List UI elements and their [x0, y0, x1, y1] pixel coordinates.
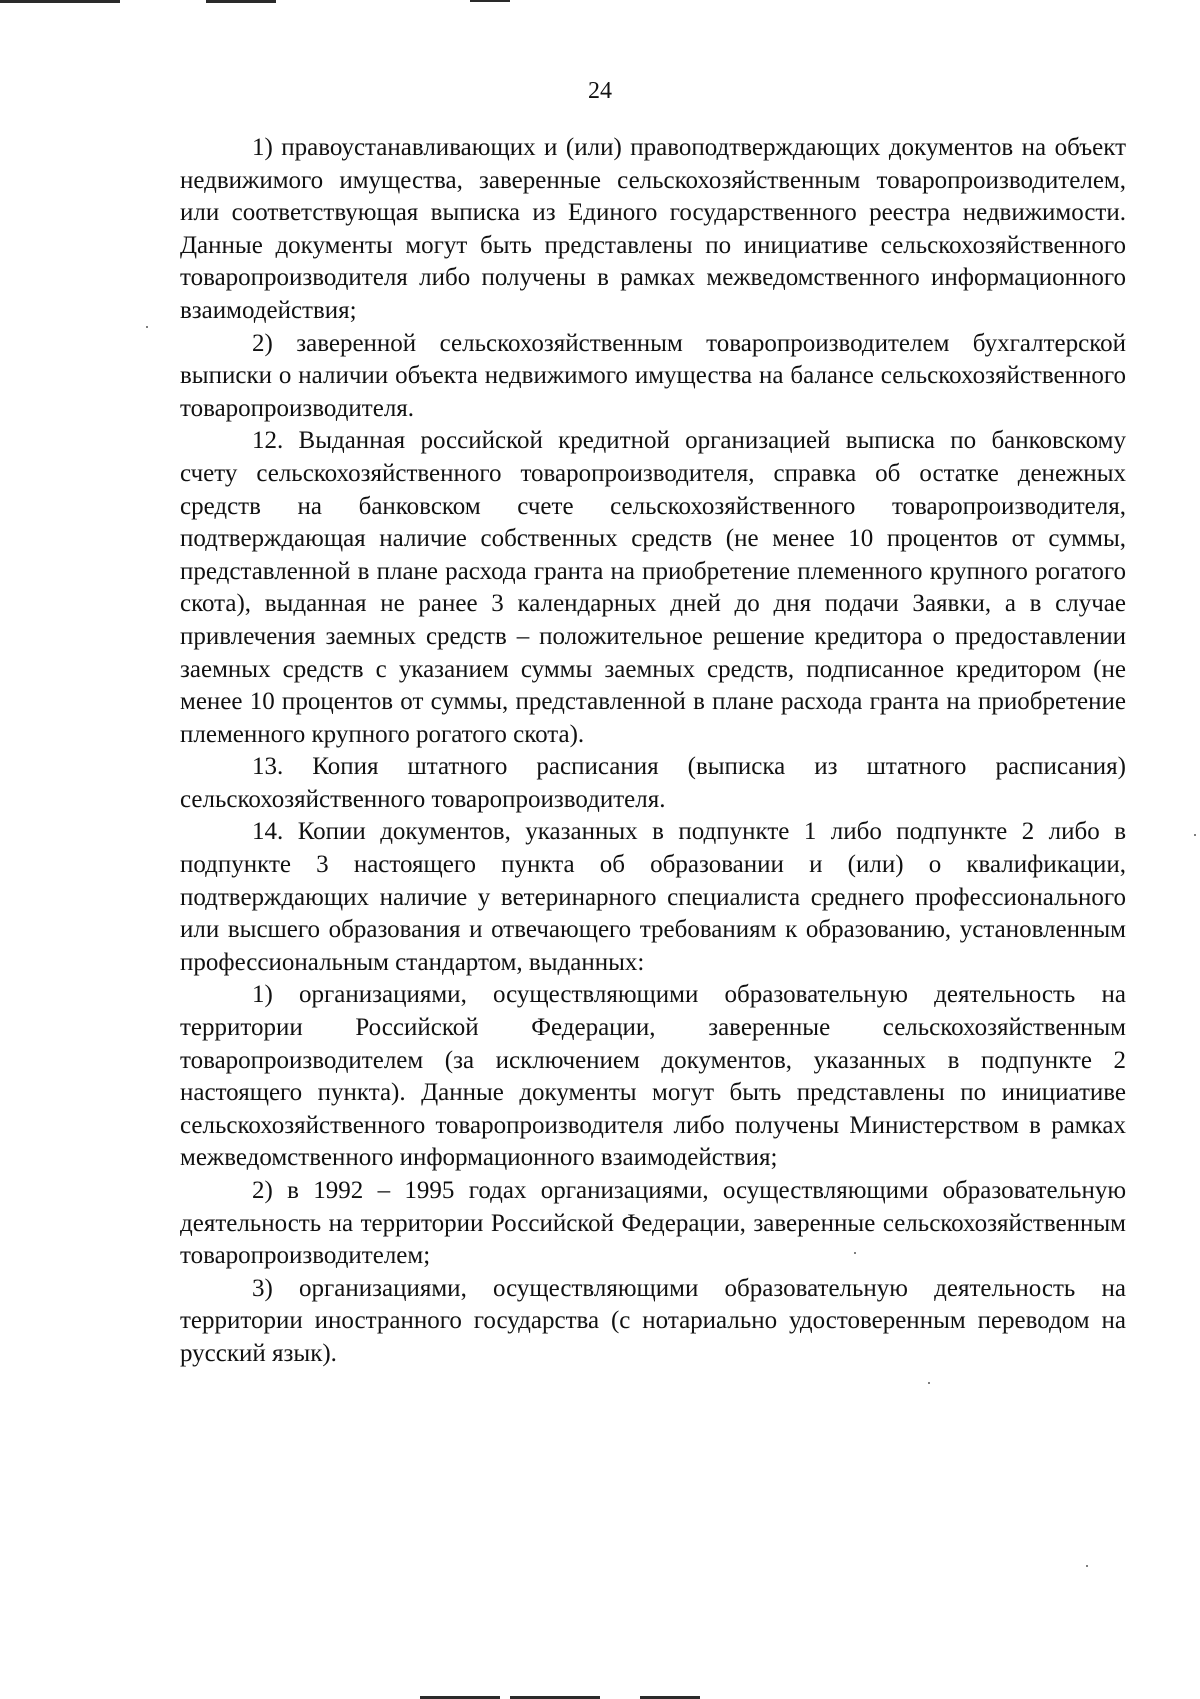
paragraph: 2) заверенной сельскохозяйственным товаропроизводителем бухгалтерской выписки о наличии объекта недвижимого имущества на балансе сельскохозяйственного товаропроизводителя. [180, 329, 1126, 422]
document-body [180, 132, 1126, 1371]
paragraph: 2) в 1992 – 1995 годах организациями, осуществляющими образовательную деятельность на территории Российской Федерации, заверенные сельскохозяйственным товаропроизводителем; [180, 1177, 1126, 1270]
paragraph: 14. Копии документов, указанных в подпункте 1 либо подпункте 2 либо в подпункте 3 настоящего пункта об образовании и (или) о квалификации, подтверждающих наличие у ветеринарного специалиста среднего профессионального или высшего образования и отвечающего требованиям к образованию, установленным профессиональным стандартом, выданных: [180, 818, 1126, 976]
scan-speck [928, 1382, 930, 1384]
scan-speck [1086, 1565, 1088, 1567]
paragraph: 1) правоустанавливающих и (или) правоподтверждающих документов на объект недвижимого имущества, заверенные сельскохозяйственным товаропроизводителем, или соответствующая выписка из Единого государственного реестра недвижимости. Данные документы могут быть представлены по инициативе сельскохозяйственного товаропроизводителя либо получены в рамках межведомственного информационного взаимодействия; [180, 134, 1126, 324]
paragraph: 13. Копия штатного расписания (выписка из штатного расписания) сельскохозяйственного товаропроизводителя. [180, 753, 1126, 813]
paragraph: 1) организациями, осуществляющими образовательную деятельность на территории Российской Федерации, заверенные сельскохозяйственным товаропроизводителем (за исключением документов, указанных в подпункте 2 настоящего пункта). Данные документы могут быть представлены по инициативе сельскохозяйственного товаропроизводителя либо получены Министерством в рамках межведомственного информационного взаимодействия; [180, 981, 1126, 1172]
page-number: 24 [588, 78, 612, 104]
scan-edge-mark [0, 0, 120, 3]
scan-speck [1194, 834, 1196, 836]
paragraph: 3) организациями, осуществляющими образовательную деятельность на территории иностранного государства (с нотариально удостоверенным переводом на русский язык). [180, 1274, 1126, 1367]
scan-edge-mark [206, 0, 276, 3]
scan-speck [146, 326, 148, 328]
paragraph: 12. Выданная российской кредитной организацией выписка по банковскому счету сельскохозяйственного товаропроизводителя, справка об остатке денежных средств на банковском счете сельскохозяйственного товаропроизводителя, подтверждающая наличие собственных средств (не менее 10 процентов от суммы, представленной в плане расхода гранта на приобретение племенного крупного рогатого скота), выданная не ранее 3 календарных дней до дня подачи Заявки, а в случае привлечения заемных средств – положительное решение кредитора о предоставлении заемных средств с указанием суммы заемных средств, подписанное кредитором (не менее 10 процентов от суммы, представленной в плане расхода гранта на приобретение племенного крупного рогатого скота). [180, 427, 1126, 748]
scan-edge-mark [470, 0, 510, 2]
